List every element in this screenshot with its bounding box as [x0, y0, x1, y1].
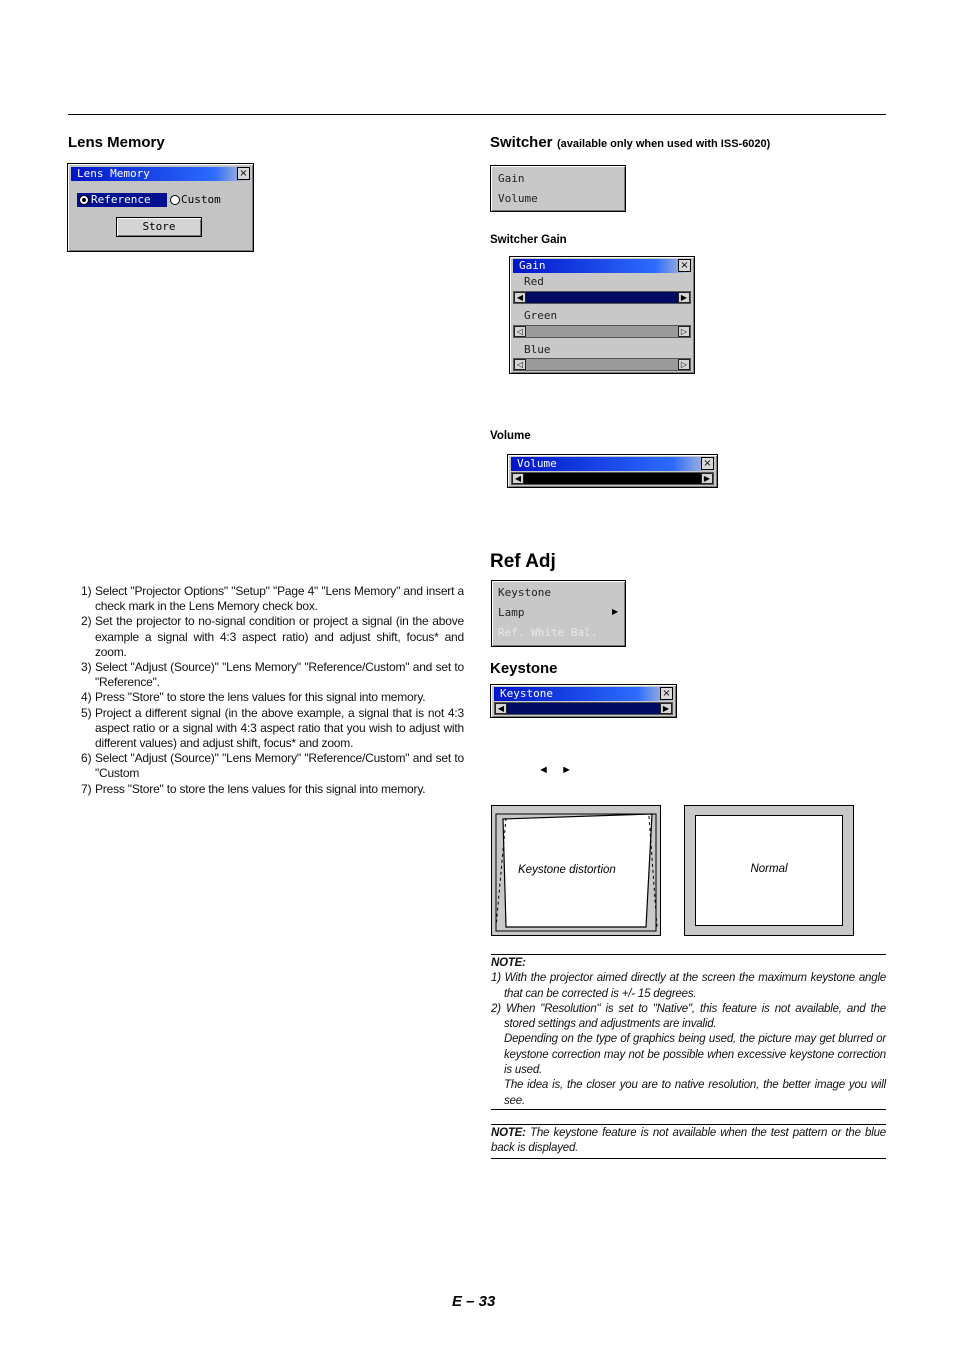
lens-memory-steps	[81, 584, 464, 797]
close-icon[interactable]: ×	[678, 259, 691, 272]
step-item: 1) Select "Projector Options" "Setup" "Page 4" "Lens Memory" and insert a check mark in the Lens Memory check box.	[81, 584, 464, 614]
arrow-keys-icon: ◄ ►	[538, 764, 572, 776]
volume-slider[interactable]	[511, 472, 714, 485]
keystone-dialog	[490, 684, 677, 718]
slider-right-arrow-icon[interactable]: ▶	[678, 292, 690, 303]
keystone-title-bar[interactable]	[494, 687, 673, 701]
gain-label-green: Green	[524, 309, 558, 322]
step-item: 6) Select "Adjust (Source)" "Lens Memory" "Reference/Custom" and set to "Custom	[81, 751, 464, 781]
radio-custom-label: Custom	[181, 193, 221, 206]
slider-left-arrow-icon[interactable]: ◁	[514, 326, 526, 337]
switcher-gain-heading: Switcher Gain	[490, 234, 567, 246]
switcher-heading-note: (available only when used with ISS-6020)	[556, 138, 771, 150]
step-item: 3) Select "Adjust (Source)" "Lens Memory" "Reference/Custom" and set to "Reference".	[81, 660, 464, 690]
note-block-1	[491, 956, 886, 1109]
normal-label: Normal	[750, 863, 788, 875]
ref-adj-heading: Ref Adj	[490, 551, 556, 572]
note2-text: The keystone feature is not available when the test pattern or the blue back is displayed.	[491, 1127, 886, 1155]
lens-memory-title-bar[interactable]	[71, 167, 250, 181]
step-item: 5) Project a different signal (in the above example, a signal that is not 4:3 aspect ratio or a signal with 4:3 aspect ratio that you wish to adjust with different values) and adjust shift, focus* and zoom.	[81, 705, 464, 751]
menu-item-keystone[interactable]: Keystone	[498, 586, 551, 599]
note2-rule-top	[491, 1124, 886, 1125]
note-extra: Depending on the type of graphics being used, the picture may get blurred or keystone correction may not be possible when excessive keystone correction is used.	[504, 1033, 886, 1077]
volume-title: Volume	[517, 457, 557, 470]
slider-left-arrow-icon[interactable]: ◁	[514, 359, 526, 370]
slider-left-arrow-icon[interactable]: ◀	[512, 473, 524, 484]
radio-unselected-icon	[170, 195, 180, 205]
step-item: 4) Press "Store" to store the lens values for this signal into memory.	[81, 690, 426, 705]
keystone-title: Keystone	[500, 687, 553, 700]
switcher-heading-row	[490, 134, 770, 152]
keystone-distortion-label: Keystone distortion	[518, 864, 616, 876]
volume-title-bar[interactable]	[511, 457, 714, 471]
note-item: 1) With the projector aimed directly at the screen the maximum keystone angle that can be corrected is +/- 15 degrees.	[491, 972, 886, 1000]
blue-slider[interactable]	[513, 358, 691, 371]
menu-item-ref-white-bal: Ref. White Bal.	[498, 626, 598, 639]
lens-memory-heading: Lens Memory	[68, 134, 165, 151]
normal-screen-shape	[695, 815, 843, 926]
page-number: E – 33	[452, 1293, 496, 1310]
keystone-slider[interactable]	[494, 702, 673, 715]
gain-dialog	[509, 256, 695, 374]
gain-title: Gain	[519, 259, 546, 272]
gain-label-red: Red	[524, 275, 544, 288]
note2-rule-bottom	[491, 1158, 886, 1159]
top-rule	[68, 114, 886, 115]
green-slider[interactable]	[513, 325, 691, 338]
radio-reference[interactable]	[77, 193, 167, 207]
red-slider[interactable]	[513, 291, 691, 304]
note-block-2	[491, 1126, 886, 1157]
lens-memory-dialog	[67, 163, 254, 252]
radio-custom[interactable]	[170, 193, 240, 207]
gain-label-blue: Blue	[524, 343, 551, 356]
step-item: 2) Set the projector to no-signal condition or project a signal (in the above example a signal with 4:3 aspect ratio) and adjust shift, focus* and zoom.	[81, 614, 464, 659]
switcher-heading: Switcher	[490, 134, 553, 151]
ref-adj-menu	[491, 580, 626, 647]
close-icon[interactable]: ×	[237, 167, 250, 180]
switcher-menu	[490, 165, 626, 212]
note-extra: The idea is, the closer you are to native resolution, the better image you will see.	[504, 1079, 886, 1107]
slider-right-arrow-icon[interactable]: ▷	[678, 326, 690, 337]
volume-dialog	[507, 454, 718, 488]
radio-selected-icon	[79, 195, 89, 205]
slider-left-arrow-icon[interactable]: ◀	[514, 292, 526, 303]
step-item: 7) Press "Store" to store the lens values for this signal into memory.	[81, 781, 426, 796]
slider-left-arrow-icon[interactable]: ◀	[495, 703, 507, 714]
close-icon[interactable]: ×	[701, 457, 714, 470]
gain-title-bar[interactable]	[513, 259, 691, 273]
slider-right-arrow-icon[interactable]: ▶	[701, 473, 713, 484]
slider-right-arrow-icon[interactable]: ▷	[678, 359, 690, 370]
close-icon[interactable]: ×	[660, 687, 673, 700]
lens-memory-title: Lens Memory	[77, 167, 150, 180]
note-rule-middle	[491, 1109, 886, 1110]
menu-item-volume[interactable]: Volume	[498, 192, 538, 205]
note-rule-top	[491, 954, 886, 955]
note-item: 2) When "Resolution" is set to "Native", this feature is not available, and the stored settings and adjustments are invalid.	[491, 1002, 886, 1031]
volume-heading: Volume	[490, 430, 531, 442]
submenu-arrow-icon: ▶	[612, 607, 619, 616]
menu-item-gain[interactable]: Gain	[498, 172, 525, 185]
menu-item-lamp[interactable]: Lamp	[498, 606, 525, 619]
note2-label: NOTE:	[491, 1127, 526, 1139]
store-button[interactable]: Store	[116, 217, 202, 237]
keystone-heading: Keystone	[490, 660, 558, 677]
normal-diagram	[684, 805, 854, 936]
slider-right-arrow-icon[interactable]: ▶	[660, 703, 672, 714]
radio-reference-label: Reference	[91, 193, 151, 206]
note-label: NOTE:	[491, 957, 526, 969]
keystone-distortion-diagram	[491, 805, 661, 936]
